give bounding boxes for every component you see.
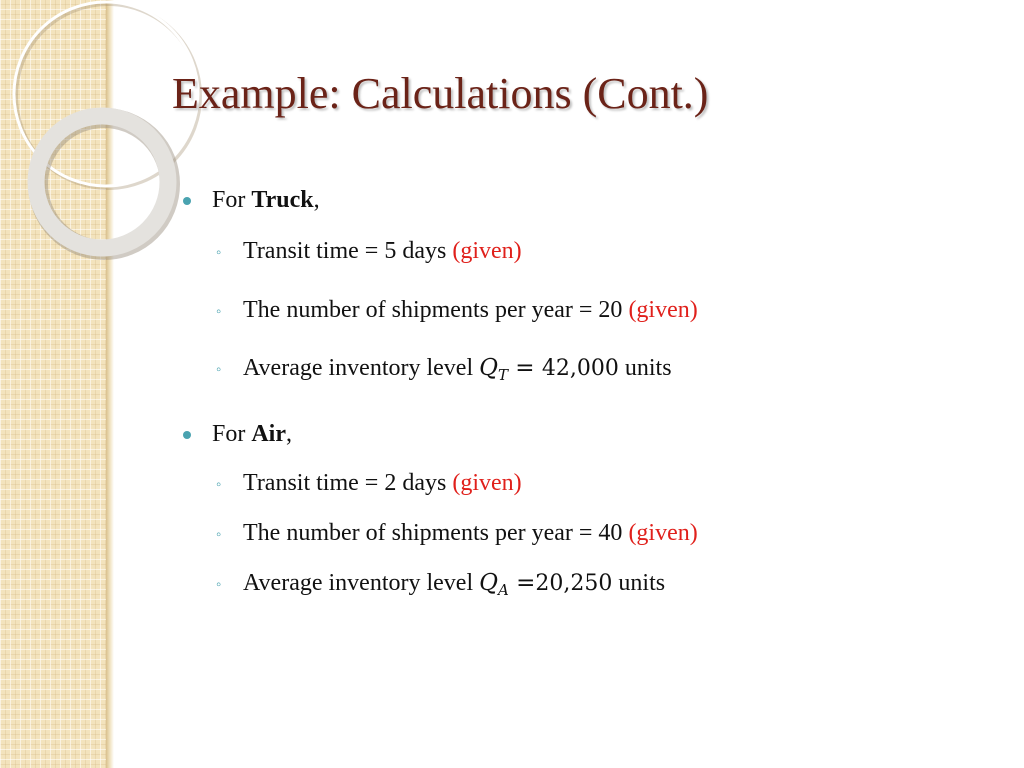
air-intro-prefix: For [212, 421, 252, 448]
air-inventory-text: Average inventory level [243, 569, 480, 596]
air-inventory-units: units [612, 569, 666, 596]
truck-shipments-item [183, 296, 1003, 325]
sub-bullet-ring: ◦ [216, 303, 222, 320]
bullet-truck [183, 186, 1003, 215]
air-transit-text: Transit time = 2 days [243, 470, 453, 497]
air-intro-suffix: , [286, 421, 292, 448]
decorative-rings [0, 0, 140, 260]
truck-inventory-text: Average inventory level [243, 355, 480, 382]
air-inventory-value: 20,250 [535, 570, 613, 596]
air-q-subscript: A [497, 580, 509, 599]
truck-mode-label: Truck [251, 187, 314, 213]
sub-bullet-ring: ◦ [216, 576, 222, 593]
truck-intro-prefix: For [212, 187, 252, 213]
slide-content [183, 186, 1003, 599]
sub-bullet-ring: ◦ [216, 362, 222, 379]
air-inventory-item [183, 569, 1003, 599]
air-shipments-text: The number of shipments per year = 40 [243, 519, 629, 546]
truck-transit-item [183, 237, 1003, 266]
air-shipments-item [183, 519, 1003, 548]
air-equals: = [508, 569, 536, 596]
truck-q-symbol: Q [479, 355, 498, 382]
truck-inventory-units: units [618, 355, 672, 382]
air-q-symbol: Q [479, 569, 498, 596]
sub-bullet-ring: ◦ [216, 244, 222, 261]
truck-equals: = [508, 355, 542, 382]
truck-intro-suffix: , [313, 187, 320, 213]
air-transit-given: (given) [452, 470, 522, 497]
air-shipments-given: (given) [628, 519, 698, 546]
air-mode-label: Air [251, 421, 286, 448]
truck-shipments-text: The number of shipments per year = 20 [243, 296, 629, 323]
air-transit-item [183, 469, 1003, 498]
sub-bullet-ring: ◦ [216, 526, 222, 543]
truck-transit-given: (given) [452, 237, 522, 264]
bullet-air [183, 420, 1003, 449]
truck-transit-text: Transit time = 5 days [243, 237, 453, 264]
truck-inventory-value: 42,000 [541, 356, 619, 382]
truck-q-subscript: T [497, 366, 508, 385]
truck-inventory-item [183, 354, 1003, 384]
sub-bullet-ring: ◦ [216, 477, 222, 494]
truck-shipments-given: (given) [628, 296, 698, 323]
bullet-dot [183, 197, 191, 205]
small-ring [36, 116, 168, 248]
slide-title: Example: Calculations (Cont.) [172, 69, 709, 118]
bullet-dot [183, 431, 191, 439]
